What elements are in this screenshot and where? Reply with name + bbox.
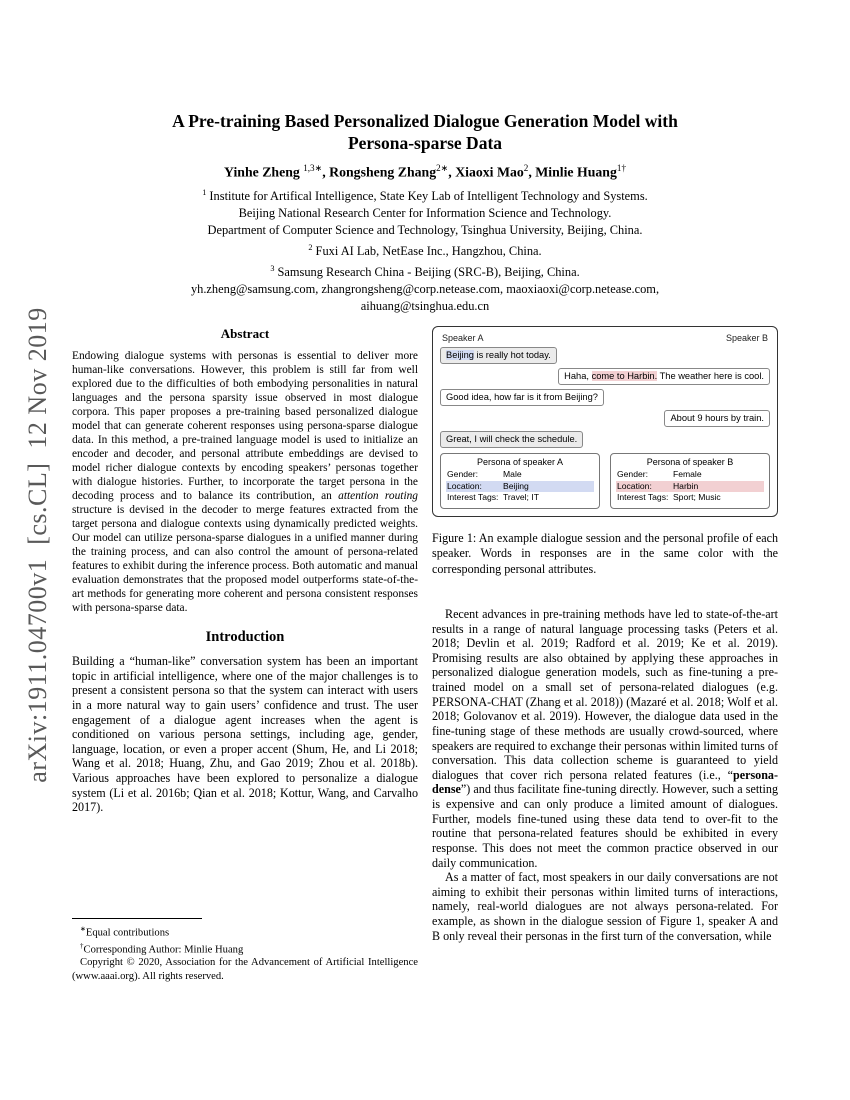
persona-attribute-value: Harbin [672, 480, 699, 491]
persona-attribute-value: Beijing [503, 480, 529, 491]
introduction-heading: Introduction [205, 629, 285, 645]
abstract-text: Endowing dialogue systems with personas is essential to deliver more human-like conversations. However, this problem is still far from well explored due to the difficulties of both embodying personalities in natural languages and the persona sparsity issue observed in most dialogue corpora. This paper proposes a pre-training based personalized dialogue model that can generate coherent responses using persona-sparse dialogue data. In this method, a pre-trained language model is used to initialize an encoder and decoder, and personal attribute embeddings are devised to model richer dialogue contexts by encoding speakers’ personas together with dialogue histories. Further, to incorporate the target persona in the decoding process and to balance its contribution, an attention routing structure is devised in the decoder to merge features extracted from the target persona and dialogue contexts using dynamically predicted weights. Our model can utilize persona-sparse dialogues in a unified manner during the training process, and can also control the amount of persona-related features to exhibit during the inference process. Both automatic and manual evaluation demonstrates that the proposed model outperforms state-of-the-art methods for generating more coherent and persona consistent responses with persona-sparse data. [72, 350, 419, 614]
persona-attribute-value: Sport; Music [672, 492, 721, 502]
persona-attribute-label: Interest Tags: [616, 492, 669, 502]
persona-attribute-value: Male [503, 469, 522, 479]
authors-line: Yinhe Zheng $^{1,3∗}$, Rongsheng Zhang$^{2∗}$, Xiaoxi Mao$^2$, Minlie Huang$^{1\dagger}$ [224, 163, 626, 180]
dialogue-turn-speaker-a [440, 347, 770, 364]
body-paragraph-1: Recent advances in pre-training methods have led to state-of-the-art results in a range of natural language processing tasks (Peters et al. 2018; Devlin et al. 2019; Radford et al. 2019; Ke et al. 2019). Promising results are also obtained by applying these approaches in personalized dialogue generation models, such as fine-tuning a pre-trained model on a small set of persona-related dialogues (e.g. PERSONA-CHAT (Zhang et al. 2018)) (Mazaré et al. 2018; Wolf et al. 2018; Golovanov et al. 2019). However, the dialogue data used in the fine-tuning stage of these methods are usually crowd-sourced, where speakers are required to exchange their personas within limited turns of conversation. This data collection scheme is guaranteed to yield dialogues that cover rich persona related features (i.e., “persona-dense”) and thus facilitate fine-tuning directly. However, such a setting is expensive and can only produce a limited amount of dialogues. Further, models fine-tuned using these data tend to over-fit to the routine that persona-related features should be exhibited in every response. This does not meet the common practice observed in our daily communication. [432, 606, 778, 870]
dialogue-bubble: About 9 hours by train. [664, 410, 770, 427]
author-emails: yh.zheng@samsung.com, zhangrongsheng@corp.netease.com, maoxiaoxi@corp.netease.com, [190, 281, 660, 296]
footnote-corresponding-author: †Corresponding Author: Minlie Huang [80, 941, 244, 956]
persona-attribute-label: Gender: [616, 469, 649, 479]
affiliation-line: Beijing National Research Center for Information Science and Technology. [238, 205, 612, 220]
persona-cards [440, 453, 770, 509]
dialogue-turn-speaker-b [440, 410, 770, 427]
affiliation-line: $^3$ Samsung Research China - Beijing (SRC-B), Beijing, China. [270, 263, 580, 279]
persona-card [440, 453, 600, 509]
paper-header [72, 110, 778, 315]
dialogue-turn-speaker-b [440, 368, 770, 385]
persona-attribute-label: Location: [616, 480, 652, 491]
persona-attribute-row [446, 492, 594, 504]
dialogue-bubble: Beijing is really hot today. [440, 347, 557, 364]
persona-attribute-value: Female [672, 469, 702, 479]
dialogue-bubble: Great, I will check the schedule. [440, 431, 583, 448]
persona-card-title: Persona of speaker A [476, 457, 564, 467]
dialogue-turn-speaker-a [440, 431, 770, 448]
persona-attribute-row [616, 469, 764, 481]
speaker-b-label: Speaker B [725, 333, 768, 343]
introduction-paragraph: Building a “human-like” conversation system has been an important topic in artificial intelligence, where one of the major challenges is to present a consistent persona so that the system can interact with users in a more natural way to gain users’ confidence and trust. The user engagement of a dialogue agent increases when the agent is conditioned on various persona settings, including age, gender, language, location, or even a proper accent (Shum, He, and Li 2018; Wang et al. 2018; Huang, Zhu, and Gao 2019; Zhou et al. 2018b). Various approaches have been explored to personalize a dialogue system (Li et al. 2016b; Qian et al. 2018; Kottur, Wang, and Carvalho 2017). [72, 654, 418, 815]
paper-title: A Pre-training Based Personalized Dialogue Generation Model with Persona-sparse Data [172, 111, 678, 153]
affiliation-line: Department of Computer Science and Technology, Tsinghua University, Beijing, China. [207, 222, 643, 237]
footnote-copyright: Copyright © 2020, Association for the Advancement of Artificial Intelligence (www.aaai.org). All rights reserved. [72, 957, 418, 982]
footnote-equal-contributions: ∗Equal contributions [80, 925, 170, 939]
affiliations [72, 184, 778, 315]
figure-1-dialogue-example [432, 326, 778, 517]
body-paragraph-2: As a matter of fact, most speakers in our daily conversations are not aiming to exhibit their personas within limited turns of interactions, namely, real-world dialogues are not always persona-related. For example, as shown in the dialogue session of Figure 1, speaker A and B only reveal their personas in the first turn of the conversation, while [432, 870, 778, 943]
persona-card [610, 453, 770, 509]
persona-attribute-label: Interest Tags: [447, 492, 499, 502]
footnotes [72, 918, 418, 983]
author-emails: aihuang@tsinghua.edu.cn [360, 298, 490, 313]
persona-attribute-label: Gender: [447, 469, 479, 479]
persona-attribute-value: Travel; IT [503, 492, 539, 502]
dialogue-bubble: Haha, come to Harbin. The weather here is cool. [558, 368, 770, 385]
persona-attribute-row [446, 481, 594, 493]
dialogue-turns [440, 347, 770, 448]
speaker-a-label: Speaker A [442, 333, 484, 343]
speakers-row [440, 333, 770, 343]
left-column [72, 326, 418, 815]
persona-attribute-row [616, 492, 764, 504]
arxiv-stamp: arXiv:1911.04700v1 [cs.CL] 12 Nov 2019 [23, 307, 52, 783]
persona-attribute-label: Location: [447, 480, 482, 491]
affiliation-line: $^1$ Institute for Artifical Intelligence, State Key Lab of Intelligent Technology and Systems. [202, 187, 648, 203]
persona-attribute-row [616, 481, 764, 493]
abstract-heading: Abstract [220, 326, 270, 341]
figure-caption: Figure 1: An example dialogue session and the personal profile of each speaker. Words in responses are in the same color with the corresponding personal attributes. [432, 530, 778, 577]
persona-attribute-row [446, 469, 594, 481]
right-column [432, 326, 778, 943]
affiliation-line: $^2$ Fuxi AI Lab, NetEase Inc., Hangzhou, China. [308, 242, 542, 258]
dialogue-bubble: Good idea, how far is it from Beijing? [440, 389, 604, 406]
dialogue-turn-speaker-a [440, 389, 770, 406]
footnote-rule [72, 918, 202, 919]
persona-card-title: Persona of speaker B [646, 457, 734, 467]
